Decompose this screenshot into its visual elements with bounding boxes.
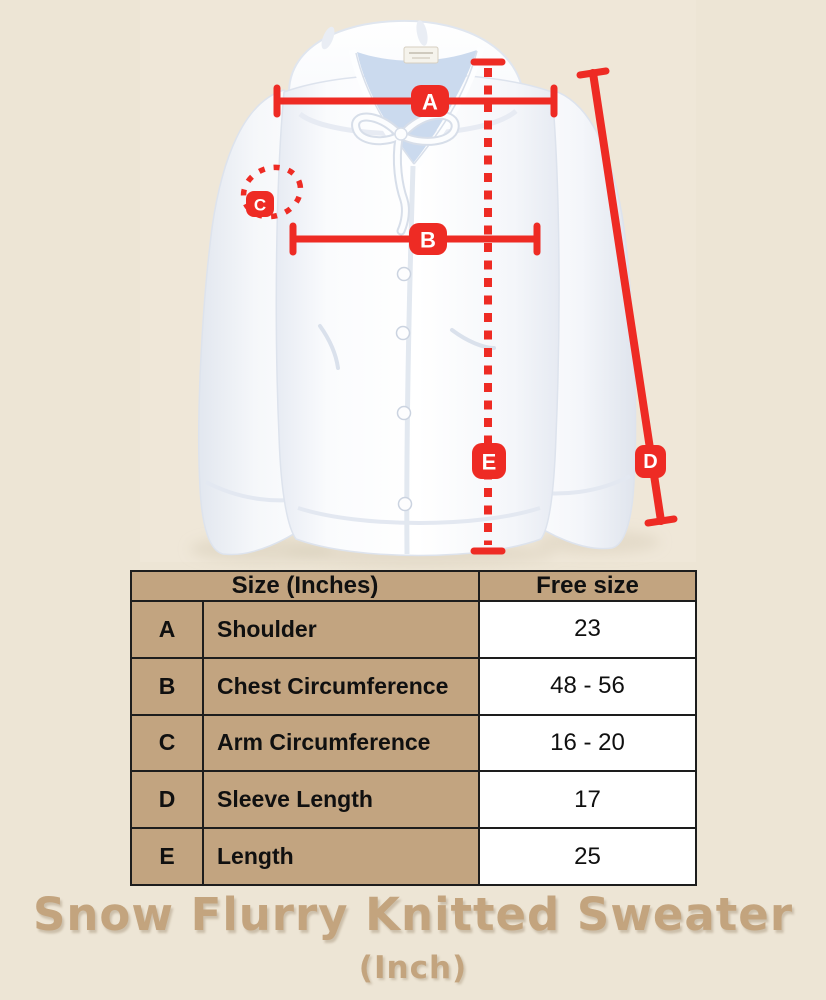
badge-E [472, 443, 506, 479]
unit-subtitle: (Inch) [358, 950, 468, 986]
row-label: Length [203, 828, 479, 885]
row-label: Arm Circumference [203, 715, 479, 772]
table-row [131, 771, 696, 828]
table-header-row [131, 571, 696, 601]
svg-text:B: B [420, 227, 436, 253]
row-value: 17 [479, 771, 696, 828]
table-row [131, 715, 696, 772]
row-letter: E [131, 828, 203, 885]
size-header-cell: Size (Inches) [131, 571, 479, 601]
row-value: 25 [479, 828, 696, 885]
badge-D [635, 445, 666, 478]
table-row [131, 828, 696, 885]
badge-A [411, 85, 449, 117]
row-label: Shoulder [203, 601, 479, 658]
svg-text:C: C [253, 195, 267, 215]
row-letter: C [131, 715, 203, 772]
row-letter: A [131, 601, 203, 658]
row-value: 16 - 20 [479, 715, 696, 772]
size-table [130, 570, 697, 886]
value-header-cell: Free size [479, 571, 696, 601]
row-value: 23 [479, 601, 696, 658]
table-row [131, 658, 696, 715]
neck-tag [404, 47, 438, 63]
product-title: Snow Flurry Knitted Sweater [32, 888, 794, 941]
row-label: Chest Circumference [203, 658, 479, 715]
row-value: 48 - 56 [479, 658, 696, 715]
row-letter: B [131, 658, 203, 715]
badge-C [246, 191, 274, 217]
svg-text:A: A [422, 89, 438, 115]
svg-text:D: D [643, 451, 658, 473]
svg-text:E: E [481, 449, 497, 475]
table-row [131, 601, 696, 658]
row-label: Sleeve Length [203, 771, 479, 828]
badge-B [409, 223, 447, 255]
row-letter: D [131, 771, 203, 828]
